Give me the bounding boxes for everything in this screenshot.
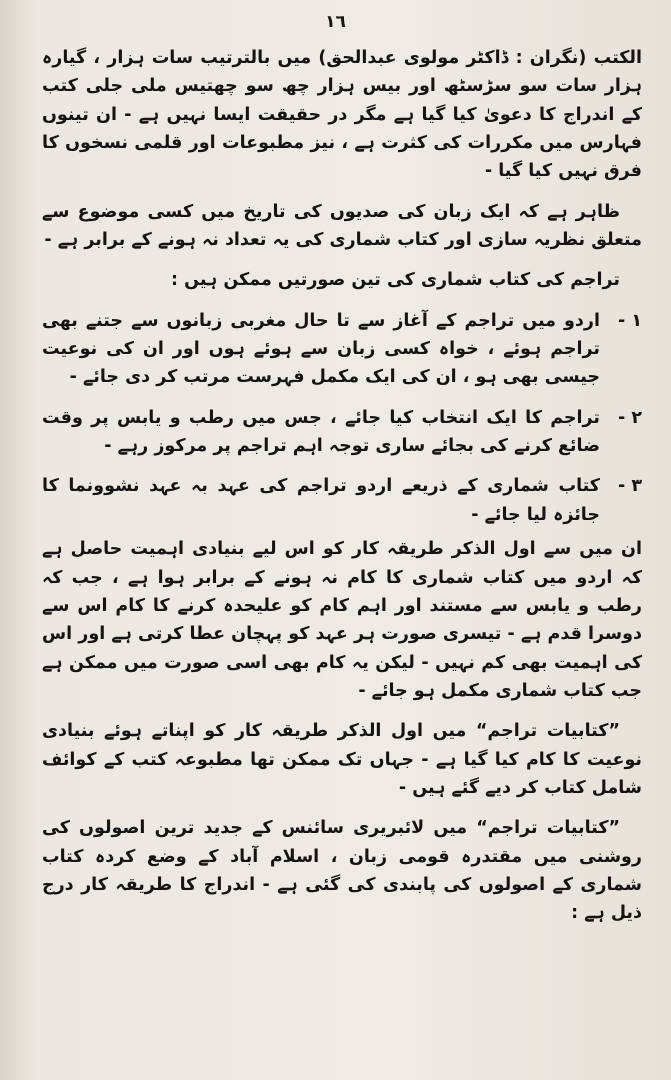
list-number: ٢ - [617,407,642,428]
intro-paragraph: الکتب (نگران : ڈاکٹر مولوی عبدالحق) میں بالترتیب سات ہزار ، گیارہ ہزار سات سو سڑسٹھ اور بیس ہزار چھ سو چھتیس ملی جلی کتب کے اندراج کا دعویٰ کیا گیا ہے مگر در حقیقت ایسا نہیں ہے - ان تینوں فہارس میں مکررات کی کثرت ہے ، نیز مطبوعات اور قلمی نسخوں کا فرق نہیں کیا گیا - [42,48,642,182]
paragraph-awwal-uz-zikr: ان میں سے اول الذکر طریقہ کار کو اس لیے بنیادی اہمیت حاصل ہے کہ اردو میں کتاب شماری کا کام نہ ہونے کے برابر ہوا ہے ، جب کہ رطب و یابس سے مستند اور اہم کام کو علیحدہ کرنے کا کام اس سے دوسرا قدم ہے - تیسری صورت ہر عہد کو پہچان عطا کرتی ہے اور اس کی اہمیت بھی کم نہیں - لیکن یہ کام بھی اسی صورت میں ممکن ہے جب کتاب شماری مکمل ہو جائے - [42,539,642,701]
list-number: ١ - [617,310,642,331]
paragraph-kitabiyat-2: ”کتابیات تراجم“ میں لائبریری سائنس کے جدید ترین اصولوں کی روشنی میں مقتدرہ قومی زبان ، اسلام آباد کے وضع کردہ کتاب شماری کے اصولوں کی پابندی کی گئی ہے - اندراج کا طریقہ کار درج ذیل ہے : [42,818,642,924]
list-item-3 [42,472,642,529]
list-item-text: اردو میں تراجم کے آغاز سے تا حال مغربی زبانوں سے جتنے بھی تراجم ہوئے ، خواہ کسی زبان سے ہوئے ہوں اور ان کی نوعیت جیسی بھی ہو ، ان کی ایک مکمل فہرست مرتب کر دی جائے - [42,310,600,388]
paragraph-nazariya: ظاہر ہے کہ ایک زبان کی صدیوں کی تاریخ میں کسی موضوع سے متعلق نظریہ سازی اور کتاب شماری کی یہ تعداد نہ ہونے کے برابر ہے - [42,201,642,251]
list-item-text: تراجم کا ایک انتخاب کیا جائے ، جس میں رطب و یابس پر وقت ضائع کرنے کی بجائے ساری توجہ اہم تراجم پر مرکوز رہے - [42,407,600,457]
list-item-2 [42,404,642,461]
paragraph-kitabiyat-1: ”کتابیات تراجم“ میں اول الذکر طریقہ کار کو اپناتے ہوئے بنیادی نوعیت کا کام کیا گیا ہے - جہاں تک ممکن تھا مطبوعہ کتب کے کوائف شامل کتاب کر دیے گئے ہیں - [42,721,642,798]
list-item-1 [42,307,642,392]
list-item-text: کتاب شماری کے ذریعے اردو تراجم کی عہد بہ عہد نشوونما کا جائزہ لیا جائے - [42,476,600,525]
paragraph-teen-suratein: تراجم کی کتاب شماری کی تین صورتیں ممکن ہیں : [170,270,620,291]
page-number: ١٦ [325,12,346,32]
page-body [42,44,642,940]
list-number: ٣ - [617,476,642,497]
